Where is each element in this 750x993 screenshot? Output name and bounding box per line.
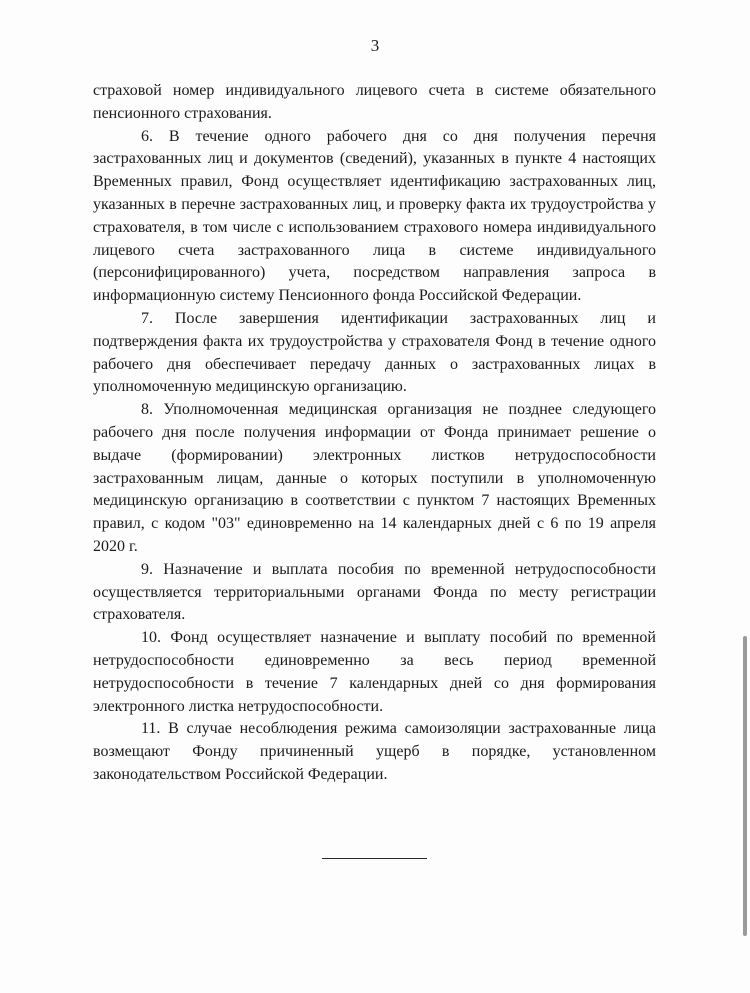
paragraph-8: 8. Уполномоченная медицинская организация не позднее следующего рабочего дня после получения информации от Фонда принимает решение о выдаче (формировании) электронных листков нетрудоспособности застрахованным лицам, данные о которых поступили в уполномоченную медицинскую организацию в соответствии с пунктом 7 настоящих Временных правил, с кодом "03" единовременно на 14 календарных дней с 6 по 19 апреля 2020 г. — [93, 401, 656, 555]
paragraph-11: 11. В случае несоблюдения режима самоизоляции застрахованные лица возмещают Фонду причиненный ущерб в порядке, установленном законодательством Российской Федерации. — [93, 720, 656, 783]
paragraph-7: 7. После завершения идентификации застрахованных лиц и подтверждения факта их трудоустройства у страхователя Фонд в течение одного рабочего дня обеспечивает передачу данных о застрахованных лицах в уполномоченную медицинскую организацию. — [93, 309, 656, 396]
paragraph-6: 6. В течение одного рабочего дня со дня получения перечня застрахованных лиц и документов (сведений), указанных в пункте 4 настоящих Временных правил, Фонд осуществляет идентификацию застрахованных лиц, указанных в перечне застрахованных лиц, и проверку факта их трудоустройства у страхователя, в том числе с использованием страхового номера индивидуального лицевого счета застрахованного лица в системе индивидуального (персонифицированного) учета, посредством направления запроса в информационную систему Пенсионного фонда Российской Федерации. — [93, 127, 656, 305]
paragraph-9: 9. Назначение и выплата пособия по временной нетрудоспособности осуществляется территориальными органами Фонда по месту регистрации страхователя. — [93, 560, 656, 624]
document-body — [93, 80, 656, 787]
paragraph-continuation: страховой номер индивидуального лицевого счета в системе обязательного пенсионного страхования. — [93, 82, 656, 122]
end-separator-line — [322, 858, 427, 859]
vertical-scrollbar[interactable] — [743, 636, 747, 936]
paragraph-10: 10. Фонд осуществляет назначение и выплату пособий по временной нетрудоспособности единовременно за весь период временной нетрудоспособности в течение 7 календарных дней со дня формирования электронного листка нетрудоспособности. — [93, 629, 656, 715]
page-number: 3 — [370, 36, 380, 55]
